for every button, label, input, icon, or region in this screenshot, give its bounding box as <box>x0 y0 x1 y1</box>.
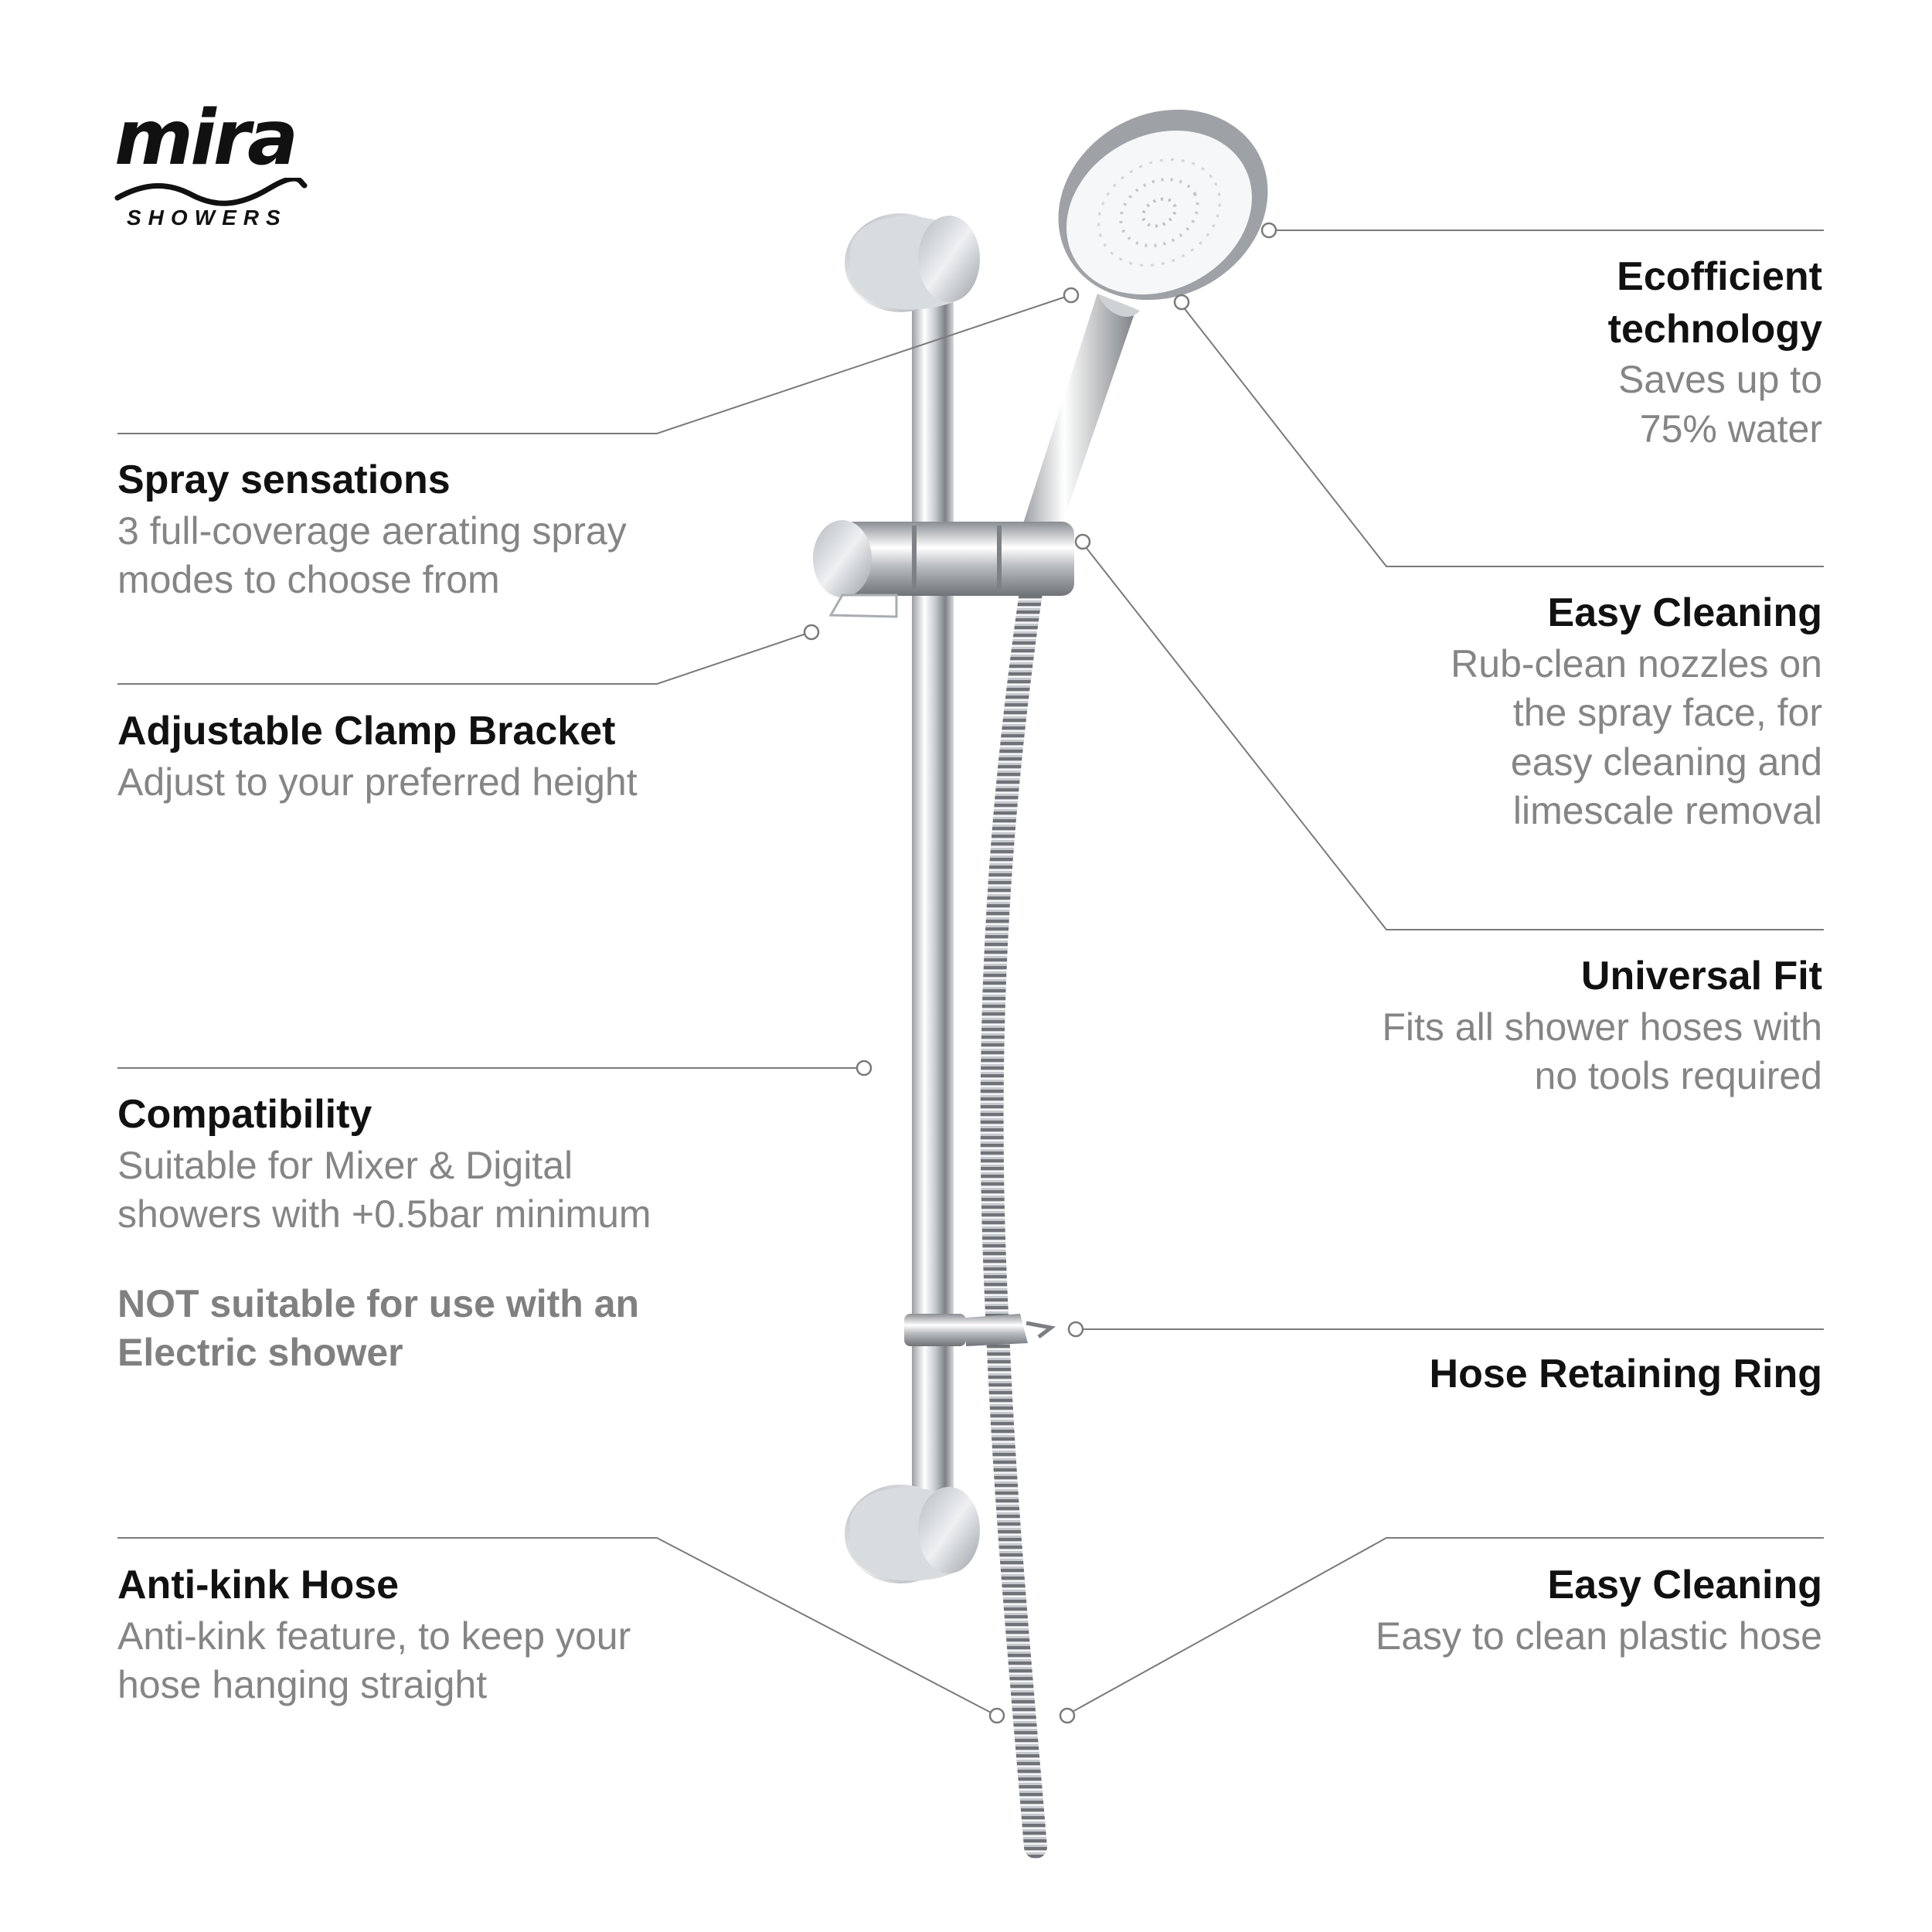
bottom-wall-bracket <box>845 1485 980 1583</box>
feature-ecofficient-technology <box>1608 251 1822 454</box>
feature-title: Hose Retaining Ring <box>1429 1352 1822 1396</box>
feature-desc: Easy to clean plastic hose <box>1375 1614 1822 1658</box>
top-wall-bracket <box>845 213 980 312</box>
feature-easy-cleaning-hose <box>1376 1560 1822 1661</box>
feature-desc: Fits all shower hoses with no tools required <box>1382 1005 1822 1098</box>
handset <box>1016 73 1301 556</box>
hose-retaining-ring <box>904 1314 1051 1346</box>
feature-desc: Suitable for Mixer & Digital showers with +0.5bar minimum <box>117 1143 651 1236</box>
feature-desc: Adjust to your preferred height <box>117 760 638 804</box>
brand-tagline: SHOWERS <box>127 206 287 230</box>
feature-title: Easy Cleaning <box>1547 590 1822 635</box>
feature-title: Compatibility <box>117 1092 372 1137</box>
feature-hose-retaining-ring <box>1430 1349 1822 1401</box>
feature-anti-kink-hose <box>117 1560 631 1710</box>
feature-desc: 3 full-coverage aerating spray modes to choose from <box>117 509 627 602</box>
feature-easy-cleaning-nozzles <box>1451 587 1822 836</box>
feature-adjustable-clamp-bracket <box>117 706 638 807</box>
leader-clamp-bracket <box>117 633 808 684</box>
feature-desc: Saves up to 75% water <box>1617 358 1822 451</box>
feature-title: Easy Cleaning <box>1547 1563 1822 1607</box>
feature-warning: NOT suitable for use with an Electric shower <box>117 1281 640 1375</box>
feature-title: Universal Fit <box>1580 954 1822 998</box>
brand-wordmark: mira <box>114 94 296 182</box>
feature-desc: Anti-kink feature, to keep your hose hanging straight <box>117 1614 631 1707</box>
feature-title: Adjustable Clamp Bracket <box>117 709 616 753</box>
feature-spray-sensations <box>117 454 627 605</box>
hose <box>992 587 1036 1847</box>
feature-title: Anti-kink Hose <box>117 1563 400 1607</box>
feature-title: Ecofficient technology <box>1607 254 1822 352</box>
feature-compatibility <box>117 1089 651 1378</box>
feature-desc: Rub-clean nozzles on the spray face, for easy cleaning and limescale removal <box>1451 641 1822 833</box>
feature-title: Spray sensations <box>117 457 451 502</box>
feature-universal-fit <box>1382 951 1822 1101</box>
